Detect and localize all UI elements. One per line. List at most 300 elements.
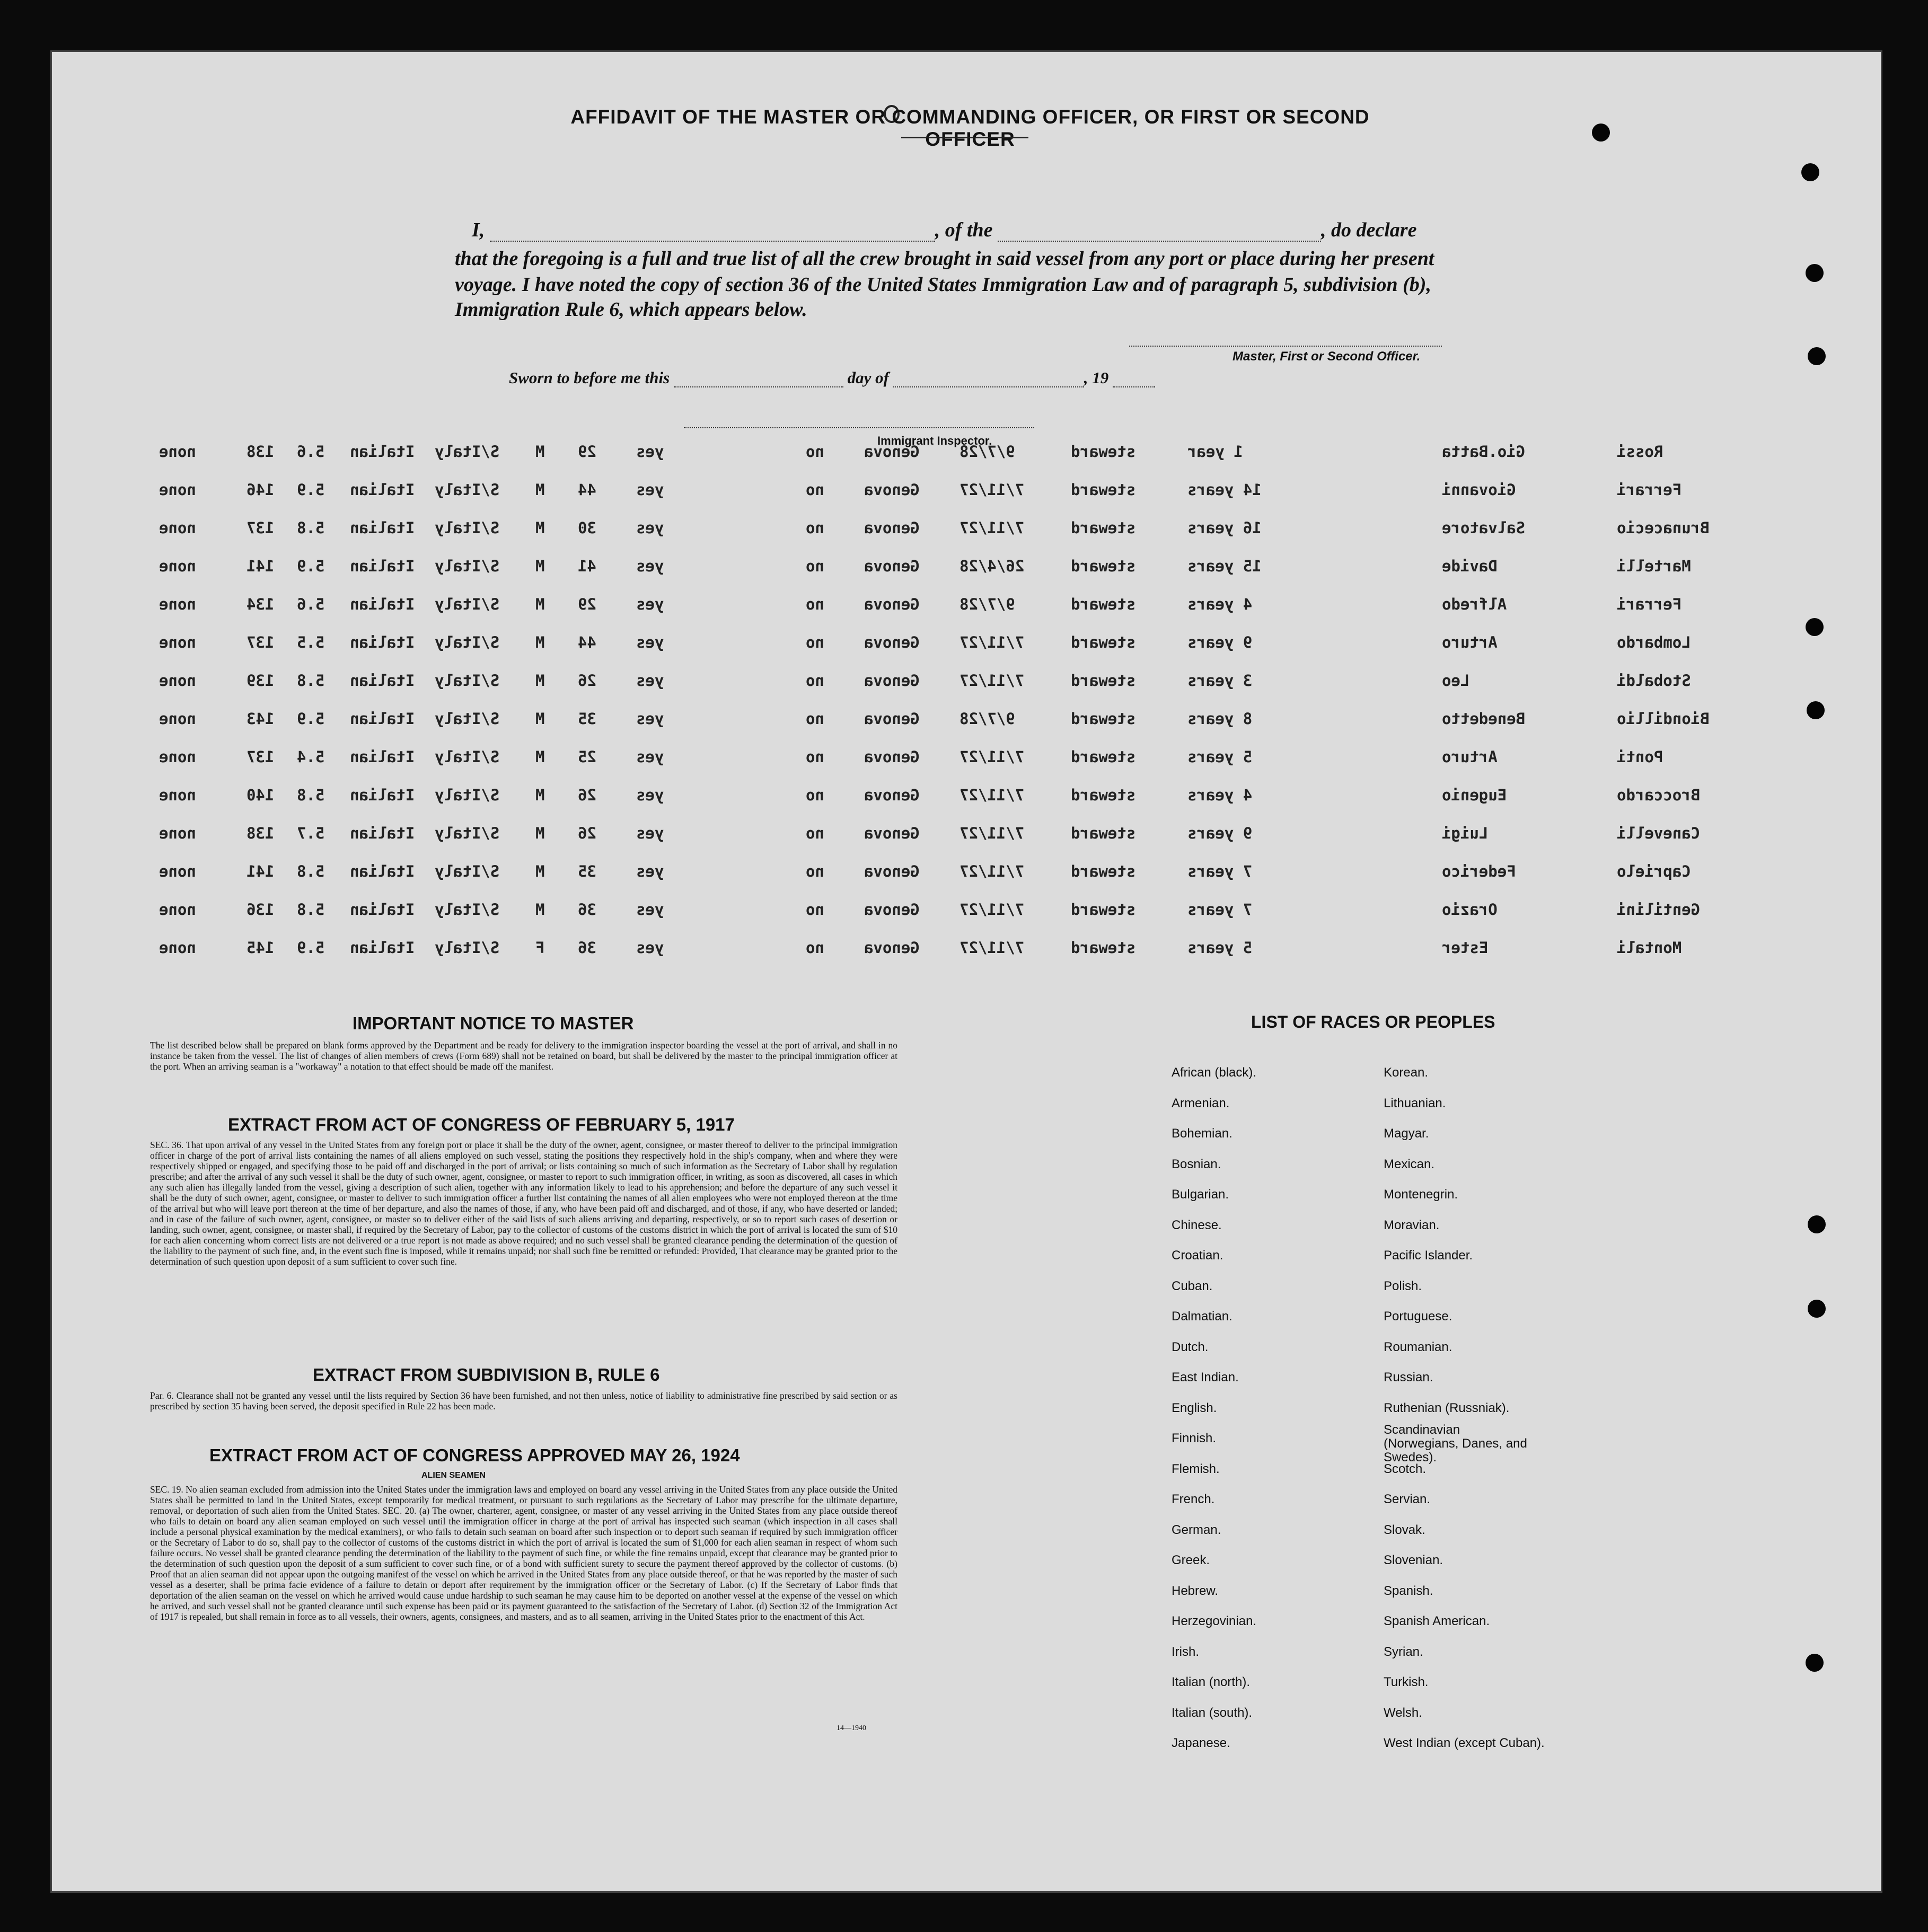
crew-cell-sex: M xyxy=(535,862,545,880)
crew-cell-age: 35 xyxy=(578,862,596,880)
crew-cell-sex: M xyxy=(535,824,545,842)
crew-cell-able: yes xyxy=(636,633,664,651)
crew-cell-sex: M xyxy=(535,595,545,613)
race-item: Bulgarian. xyxy=(1172,1187,1229,1202)
crew-cell-weight: 137 xyxy=(246,633,275,651)
declaration-line-2: that the foregoing is a full and true list of all the crew brought in said vessel from any port or place during her present xyxy=(455,248,1434,270)
crew-cell-marks: none xyxy=(159,710,196,728)
rule-6-heading: EXTRACT FROM SUBDIVISION B, RULE 6 xyxy=(313,1365,660,1384)
crew-cell-weight: 137 xyxy=(246,748,275,766)
race-item: Dalmatian. xyxy=(1172,1309,1232,1324)
crew-cell-nation: S/Italy xyxy=(435,786,500,804)
crew-cell-surname: Rossi xyxy=(1617,443,1663,461)
race-item: African (black). xyxy=(1172,1065,1257,1080)
crew-cell-place: Genova xyxy=(864,672,920,690)
crew-cell-nation: S/Italy xyxy=(435,519,500,537)
crew-cell-discharged: no xyxy=(806,481,824,499)
crew-cell-nation: S/Italy xyxy=(435,939,500,957)
crew-cell-shipped: 7/11/27 xyxy=(959,786,1025,804)
crew-row xyxy=(159,710,1710,731)
crew-cell-race: Italian xyxy=(350,748,415,766)
crew-cell-shipped: 7/11/27 xyxy=(959,748,1025,766)
crew-cell-race: Italian xyxy=(350,786,415,804)
crew-cell-able: yes xyxy=(636,443,664,461)
crew-row xyxy=(159,862,1707,884)
crew-cell-place: Genova xyxy=(864,901,920,919)
crew-cell-place: Genova xyxy=(864,443,920,461)
race-item: Bosnian. xyxy=(1172,1157,1221,1171)
crew-cell-service: 4 years xyxy=(1187,786,1253,804)
race-item: Pacific Islander. xyxy=(1384,1248,1473,1263)
sworn-day-of: day of xyxy=(847,368,889,387)
crew-cell-given: Davide xyxy=(1442,557,1498,575)
crew-cell-age: 41 xyxy=(578,557,596,575)
race-item: Magyar. xyxy=(1384,1126,1429,1141)
crew-cell-given: Eugenio xyxy=(1442,786,1507,804)
crew-cell-shipped: 7/11/27 xyxy=(959,481,1025,499)
crew-cell-weight: 140 xyxy=(246,786,275,804)
race-item: Mexican. xyxy=(1384,1157,1435,1171)
race-item: East Indian. xyxy=(1172,1370,1239,1384)
crew-cell-discharged: no xyxy=(806,824,824,842)
crew-cell-weight: 141 xyxy=(246,557,275,575)
crew-cell-given: Ester xyxy=(1442,939,1489,957)
race-item: Korean. xyxy=(1384,1065,1429,1080)
crew-cell-given: Luigi xyxy=(1442,824,1489,842)
crew-cell-able: yes xyxy=(636,862,664,880)
crew-cell-age: 29 xyxy=(578,595,596,613)
crew-cell-position: steward xyxy=(1071,862,1136,880)
race-item: Turkish. xyxy=(1384,1675,1429,1689)
crew-cell-place: Genova xyxy=(864,748,920,766)
race-item: Syrian. xyxy=(1384,1644,1423,1659)
crew-cell-place: Genova xyxy=(864,862,920,880)
crew-cell-marks: none xyxy=(159,443,196,461)
year-blank[interactable] xyxy=(1113,370,1155,387)
race-item: English. xyxy=(1172,1400,1217,1415)
crew-cell-given: Arturo xyxy=(1442,633,1498,651)
crew-cell-sex: M xyxy=(535,519,545,537)
crew-cell-height: 5.4 xyxy=(297,748,325,766)
crew-cell-position: steward xyxy=(1071,519,1136,537)
crew-cell-nation: S/Italy xyxy=(435,481,500,499)
crew-cell-weight: 134 xyxy=(246,595,275,613)
crew-cell-height: 5.7 xyxy=(297,824,325,842)
crew-cell-able: yes xyxy=(636,519,664,537)
crew-cell-shipped: 7/11/27 xyxy=(959,901,1025,919)
crew-cell-given: Salvatore xyxy=(1442,519,1526,537)
crew-cell-marks: none xyxy=(159,519,196,537)
crew-cell-nation: S/Italy xyxy=(435,748,500,766)
crew-cell-nation: S/Italy xyxy=(435,901,500,919)
crew-cell-service: 14 years xyxy=(1187,481,1262,499)
day-blank[interactable] xyxy=(674,370,843,387)
crew-cell-given: Orazio xyxy=(1442,901,1498,919)
race-item: Finnish. xyxy=(1172,1431,1217,1445)
race-item: Scotch. xyxy=(1384,1461,1427,1476)
crew-cell-service: 9 years xyxy=(1187,633,1253,651)
crew-cell-service: 15 years xyxy=(1187,557,1262,575)
crew-cell-age: 36 xyxy=(578,901,596,919)
crew-cell-position: steward xyxy=(1071,939,1136,957)
crew-cell-age: 26 xyxy=(578,786,596,804)
crew-cell-surname: Ferrari xyxy=(1617,595,1682,613)
race-item: Portuguese. xyxy=(1384,1309,1452,1324)
race-item: German. xyxy=(1172,1522,1221,1537)
crew-cell-height: 5.9 xyxy=(297,481,325,499)
crew-row xyxy=(159,939,1707,960)
crew-cell-race: Italian xyxy=(350,633,415,651)
crew-cell-able: yes xyxy=(636,824,664,842)
crew-cell-weight: 145 xyxy=(246,939,275,957)
crew-row xyxy=(159,519,1710,540)
crew-cell-race: Italian xyxy=(350,443,415,461)
affidavit-title: AFFIDAVIT OF THE MASTER OR COMMANDING OFFICER, OR FIRST OR SECOND OFFICER xyxy=(570,106,1370,150)
crew-cell-nation: S/Italy xyxy=(435,633,500,651)
crew-row xyxy=(159,443,1707,464)
crew-cell-position: steward xyxy=(1071,443,1136,461)
race-item: Irish. xyxy=(1172,1644,1200,1659)
crew-cell-age: 35 xyxy=(578,710,596,728)
race-item: Chinese. xyxy=(1172,1218,1222,1232)
race-item: Hebrew. xyxy=(1172,1583,1219,1598)
crew-cell-service: 16 years xyxy=(1187,519,1262,537)
crew-cell-place: Genova xyxy=(864,519,920,537)
crew-cell-discharged: no xyxy=(806,519,824,537)
crew-cell-weight: 138 xyxy=(246,443,275,461)
crew-cell-sex: M xyxy=(535,672,545,690)
signature-label: Master, First or Second Officer. xyxy=(1232,349,1421,364)
crew-cell-able: yes xyxy=(636,557,664,575)
binder-hole xyxy=(1592,123,1610,142)
crew-cell-place: Genova xyxy=(864,557,920,575)
vessel-blank[interactable] xyxy=(998,225,1321,242)
crew-cell-service: 7 years xyxy=(1187,862,1253,880)
crew-cell-service: 9 years xyxy=(1187,824,1253,842)
binder-hole xyxy=(1806,1654,1824,1672)
crew-cell-shipped: 7/11/27 xyxy=(959,862,1025,880)
declaration-i: I, xyxy=(472,219,485,241)
crew-cell-surname: Canevelli xyxy=(1617,824,1701,842)
binder-hole xyxy=(1808,1300,1826,1318)
sworn-year: , 19 xyxy=(1084,368,1109,387)
crew-row xyxy=(159,672,1707,693)
crew-cell-weight: 141 xyxy=(246,862,275,880)
race-item: Spanish. xyxy=(1384,1583,1433,1598)
sworn-line xyxy=(509,368,1155,387)
crew-cell-nation: S/Italy xyxy=(435,443,500,461)
declaration-line-4: Immigration Rule 6, which appears below. xyxy=(455,298,807,321)
race-item: Roumanian. xyxy=(1384,1339,1452,1354)
crew-cell-height: 5.8 xyxy=(297,901,325,919)
crew-cell-height: 5.6 xyxy=(297,595,325,613)
race-item: Bohemian. xyxy=(1172,1126,1232,1141)
crew-cell-discharged: no xyxy=(806,633,824,651)
crew-cell-weight: 146 xyxy=(246,481,275,499)
crew-cell-marks: none xyxy=(159,939,196,957)
declaration-line-1 xyxy=(472,218,1786,242)
crew-cell-shipped: 7/11/27 xyxy=(959,939,1025,957)
crew-cell-service: 5 years xyxy=(1187,939,1253,957)
crew-cell-given: Gio.Batta xyxy=(1442,443,1526,461)
crew-cell-surname: Biondillio xyxy=(1617,710,1710,728)
crew-cell-position: steward xyxy=(1071,901,1136,919)
crew-cell-race: Italian xyxy=(350,862,415,880)
crew-cell-race: Italian xyxy=(350,939,415,957)
race-item: West Indian (except Cuban). xyxy=(1384,1736,1545,1750)
race-item: Slovak. xyxy=(1384,1522,1425,1537)
crew-cell-nation: S/Italy xyxy=(435,557,500,575)
crew-cell-discharged: no xyxy=(806,443,824,461)
binder-hole xyxy=(1806,618,1824,636)
crew-row xyxy=(159,901,1707,922)
crew-cell-weight: 138 xyxy=(246,824,275,842)
rule-6-body: Par. 6. Clearance shall not be granted any vessel until the lists required by Section 36 have been furnished, and not then unless, notice of liability to administrative fine prescribed by said section or as prescribed by section 35 having been served, the deposit specified in Rule 22 has been made. xyxy=(150,1390,897,1411)
race-item: Lithuanian. xyxy=(1384,1096,1446,1110)
crew-cell-marks: none xyxy=(159,862,196,880)
crew-cell-race: Italian xyxy=(350,595,415,613)
crew-cell-position: steward xyxy=(1071,633,1136,651)
crew-cell-marks: none xyxy=(159,901,196,919)
crew-cell-position: steward xyxy=(1071,786,1136,804)
binder-hole xyxy=(1808,1215,1826,1233)
crew-cell-height: 5.9 xyxy=(297,710,325,728)
act-1917-body: SEC. 36. That upon arrival of any vessel in the United States from any foreign port or place it shall be the duty of the owner, agent, consignee, or master thereof to deliver to the principal immigration officer in charge of the port of arrival lists containing the names of all aliens employed on such vessel, stating the positions they respectively hold in the ship's company, when and where they were respectively shipped or engaged, and specifying those to be paid off and discharged in the port of arrival; or lists containing so much of such information as the Secretary of Labor shall by regulation prescribe; and after the arrival of any such vessel it shall be the duty of such owner, agent, consignee, or master to report to such immigration officer, in writing, as soon as discovered, all cases in which any such alien has illegally landed from the vessel, giving a description of such alien, together with any information likely to lead to his apprehension; and before the departure of any such vessel it shall be the duty of such owner, agent, consignee, or master to deliver to such immigration officer a further list containing the names of all alien employees who were not employed thereon at the time of the arrival but who will leave port thereon at the time of her departure, and also the names of those, if any, who have been paid off and discharged, and of those, if any, who have deserted or landed; and in case of the failure of such owner, agent, consignee, or master so to deliver either of the said lists of such aliens arriving and departing, respectively, or so to report such cases of desertion or landing, such owner, agent, consignee, or master shall, if required by the Secretary of Labor, pay to the collector of customs of the customs district in which the port of arrival is located the sum of $10 for each alien concerning whom correct lists are not delivered or a true report is not made as above required; and no such vessel shall be granted clearance pending the determination of the question of the liability to the payment of such fine, and, in the event such fine is imposed, while it remains unpaid; nor shall such fine be remitted or refunded: Provided, That clearance may be granted prior to the determination of such question upon deposit of a sum sufficient to cover such fine. xyxy=(150,1140,897,1267)
crew-cell-marks: none xyxy=(159,748,196,766)
crew-cell-age: 30 xyxy=(578,519,596,537)
act-1917-heading: EXTRACT FROM ACT OF CONGRESS OF FEBRUARY 5, 1917 xyxy=(228,1115,735,1134)
crew-cell-service: 7 years xyxy=(1187,901,1253,919)
crew-cell-place: Genova xyxy=(864,595,920,613)
crew-cell-shipped: 9/7/28 xyxy=(959,710,1015,728)
race-item: Spanish American. xyxy=(1384,1614,1490,1628)
crew-cell-position: steward xyxy=(1071,481,1136,499)
notice-heading: IMPORTANT NOTICE TO MASTER xyxy=(353,1013,634,1033)
crew-row xyxy=(159,595,1707,616)
crew-cell-sex: F xyxy=(535,939,545,957)
crew-cell-sex: M xyxy=(535,557,545,575)
crew-row xyxy=(159,824,1707,845)
sworn-text: Sworn to before me this xyxy=(509,368,670,387)
crew-cell-given: Benedetto xyxy=(1442,710,1526,728)
crew-cell-height: 5.9 xyxy=(297,557,325,575)
crew-cell-nation: S/Italy xyxy=(435,862,500,880)
crew-cell-surname: Lombardo xyxy=(1617,633,1691,651)
crew-cell-place: Genova xyxy=(864,710,920,728)
crew-cell-shipped: 7/11/27 xyxy=(959,824,1025,842)
crew-cell-marks: none xyxy=(159,481,196,499)
crew-cell-sex: M xyxy=(535,748,545,766)
form-number: 14—1940 xyxy=(837,1724,866,1732)
binder-hole xyxy=(1806,264,1824,282)
race-item: Italian (south). xyxy=(1172,1705,1253,1720)
month-blank[interactable] xyxy=(893,370,1084,387)
crew-cell-sex: M xyxy=(535,710,545,728)
declaration-of-the: , of the xyxy=(935,219,993,241)
crew-cell-age: 26 xyxy=(578,824,596,842)
races-heading: LIST OF RACES OR PEOPLES xyxy=(1251,1012,1495,1031)
crew-cell-able: yes xyxy=(636,748,664,766)
crew-cell-marks: none xyxy=(159,824,196,842)
crew-cell-shipped: 7/11/27 xyxy=(959,519,1025,537)
crew-cell-given: Federico xyxy=(1442,862,1516,880)
crew-cell-surname: Ferrari xyxy=(1617,481,1682,499)
crew-cell-marks: none xyxy=(159,672,196,690)
crew-cell-place: Genova xyxy=(864,824,920,842)
crew-cell-given: Giovanni xyxy=(1442,481,1516,499)
race-item: Dutch. xyxy=(1172,1339,1209,1354)
crew-cell-surname: Brunacecio xyxy=(1617,519,1710,537)
crew-cell-place: Genova xyxy=(864,939,920,957)
crew-cell-shipped: 9/7/28 xyxy=(959,595,1015,613)
crew-cell-shipped: 26/4/28 xyxy=(959,557,1025,575)
crew-cell-height: 5.6 xyxy=(297,443,325,461)
crew-cell-able: yes xyxy=(636,939,664,957)
crew-cell-discharged: no xyxy=(806,672,824,690)
crew-cell-weight: 137 xyxy=(246,519,275,537)
crew-row xyxy=(159,557,1707,578)
crew-cell-sex: M xyxy=(535,901,545,919)
race-item: Japanese. xyxy=(1172,1736,1230,1750)
crew-cell-age: 29 xyxy=(578,443,596,461)
crew-row xyxy=(159,748,1707,769)
crew-cell-shipped: 9/7/28 xyxy=(959,443,1015,461)
crew-cell-position: steward xyxy=(1071,557,1136,575)
crew-cell-discharged: no xyxy=(806,786,824,804)
crew-cell-height: 5.8 xyxy=(297,672,325,690)
crew-cell-marks: none xyxy=(159,557,196,575)
race-item: Cuban. xyxy=(1172,1278,1213,1293)
crew-cell-age: 44 xyxy=(578,633,596,651)
title-rule xyxy=(901,137,1028,138)
crew-cell-race: Italian xyxy=(350,519,415,537)
crew-cell-able: yes xyxy=(636,901,664,919)
crew-cell-surname: Martelli xyxy=(1617,557,1691,575)
crew-cell-service: 8 years xyxy=(1187,710,1253,728)
crew-cell-nation: S/Italy xyxy=(435,710,500,728)
crew-cell-sex: M xyxy=(535,481,545,499)
crew-cell-sex: M xyxy=(535,443,545,461)
crew-cell-able: yes xyxy=(636,595,664,613)
binder-hole xyxy=(1801,163,1819,181)
race-item: Croatian. xyxy=(1172,1248,1223,1263)
crew-cell-position: steward xyxy=(1071,710,1136,728)
notice-body: The list described below shall be prepared on blank forms approved by the Department and be ready for delivery to the immigration inspector boarding the vessel at the port of arrival, and shall in no instance be taken from the vessel. The list of changes of alien members of crews (Form 689) shall not be retained on board, but shall be delivered by the master to the principal immigration officer at the port. When an arriving seaman is a "workaway" a notation to that effect should be made off the manifest. xyxy=(150,1040,897,1072)
race-item: Flemish. xyxy=(1172,1461,1220,1476)
race-item: Servian. xyxy=(1384,1492,1431,1506)
race-item: Herzegovinian. xyxy=(1172,1614,1257,1628)
crew-cell-surname: Caprielo xyxy=(1617,862,1691,880)
crew-cell-marks: none xyxy=(159,595,196,613)
crew-cell-age: 25 xyxy=(578,748,596,766)
crew-cell-discharged: no xyxy=(806,557,824,575)
race-item: Welsh. xyxy=(1384,1705,1422,1720)
inspector-line[interactable] xyxy=(684,427,1034,428)
crew-cell-race: Italian xyxy=(350,901,415,919)
race-item: Moravian. xyxy=(1384,1218,1440,1232)
crew-cell-marks: none xyxy=(159,786,196,804)
crew-row xyxy=(159,481,1707,502)
crew-cell-able: yes xyxy=(636,710,664,728)
crew-cell-race: Italian xyxy=(350,824,415,842)
crew-cell-weight: 139 xyxy=(246,672,275,690)
crew-cell-able: yes xyxy=(636,672,664,690)
crew-cell-surname: Broccardo xyxy=(1617,786,1701,804)
crew-cell-service: 5 years xyxy=(1187,748,1253,766)
crew-cell-given: Leo xyxy=(1442,672,1470,690)
crew-cell-position: steward xyxy=(1071,824,1136,842)
crew-cell-able: yes xyxy=(636,786,664,804)
crew-cell-nation: S/Italy xyxy=(435,672,500,690)
crew-cell-discharged: no xyxy=(806,862,824,880)
crew-cell-shipped: 7/11/27 xyxy=(959,633,1025,651)
crew-cell-shipped: 7/11/27 xyxy=(959,672,1025,690)
crew-cell-surname: Stobaldi xyxy=(1617,672,1691,690)
crew-cell-discharged: no xyxy=(806,595,824,613)
crew-cell-race: Italian xyxy=(350,557,415,575)
crew-cell-service: 4 years xyxy=(1187,595,1253,613)
crew-cell-discharged: no xyxy=(806,939,824,957)
crew-cell-sex: M xyxy=(535,633,545,651)
crew-cell-race: Italian xyxy=(350,481,415,499)
crew-cell-height: 5.8 xyxy=(297,519,325,537)
race-item: Ruthenian (Russniak). xyxy=(1384,1400,1510,1415)
crew-cell-marks: none xyxy=(159,633,196,651)
crew-cell-weight: 136 xyxy=(246,901,275,919)
crew-cell-surname: Gentilini xyxy=(1617,901,1701,919)
race-item: French. xyxy=(1172,1492,1215,1506)
crew-cell-discharged: no xyxy=(806,901,824,919)
crew-cell-age: 36 xyxy=(578,939,596,957)
race-item: Scandinavian (Norwegians, Danes, and Swedes). xyxy=(1384,1423,1527,1465)
alien-seamen-subheading: ALIEN SEAMEN xyxy=(421,1471,486,1480)
crew-cell-service: 1 year xyxy=(1187,443,1243,461)
race-item: Polish. xyxy=(1384,1278,1422,1293)
act-1924-body: SEC. 19. No alien seaman excluded from admission into the United States under the immigration laws and employed on board any vessel arriving in the United States from any place outside the United States shall be permitted to land in the United States, except temporarily for medical treatment, or pursuant to such regulations as the Secretary of Labor may prescribe for the ultimate departure, removal, or deportation of such alien from the United States. SEC. 20. (a) The owner, charterer, agent, consignee, or master of any vessel arriving in the United States from any place outside thereof who fails to detain on board any alien seaman employed on such vessel until the immigration officer in charge at the port of arrival has inspected such seaman (which inspection in all cases shall include a personal physical examination by the medical examiners), or who fails to detain such seaman on board after such inspection or to deport such seaman if required by such immigration officer or the Secretary of Labor to do so, shall pay to the collector of customs of the customs district in which the port of arrival is located the sum of $1,000 for each alien seaman in respect of whom such failure occurs. No vessel shall be granted clearance pending the determination of the liability to the payment of such fine, or while the fine remains unpaid, except that clearance may be granted prior to the determination of such question upon the deposit of a sum sufficient to cover such fine, or of a bond with sufficient surety to secure the payment thereof approved by the collector of customs. (b) Proof that an alien seaman did not appear upon the outgoing manifest of the vessel on which he arrived in the United States from any place outside thereof, or that he was reported by the master of such vessel as a deserter, shall be prima facie evidence of a failure to detain or deport after requirement by the immigration officer or the Secretary of Labor. (c) If the Secretary of Labor finds that deportation of the alien seaman on the vessel on which he arrived would cause undue hardship to such seaman he may cause him to be deported on another vessel at the expense of the vessel on which he arrived, and such vessel shall not be granted clearance until such expense has been paid or its payment guaranteed to the satisfaction of the Secretary of Labor. (d) Section 32 of the Immigration Act of 1917 is repealed, but shall remain in force as to all vessels, their owners, agents, consignees, and masters, and as to all seamen, arriving in the United States prior to the enactment of this Act. xyxy=(150,1484,897,1622)
race-item: Greek. xyxy=(1172,1553,1210,1567)
crew-cell-place: Genova xyxy=(864,481,920,499)
crew-cell-weight: 143 xyxy=(246,710,275,728)
crew-cell-surname: Montali xyxy=(1617,939,1682,957)
race-item: Russian. xyxy=(1384,1370,1433,1384)
crew-cell-age: 44 xyxy=(578,481,596,499)
crew-cell-height: 5.5 xyxy=(297,633,325,651)
signature-line[interactable] xyxy=(1129,346,1442,347)
race-item: Montenegrin. xyxy=(1384,1187,1458,1202)
crew-cell-surname: Ponti xyxy=(1617,748,1663,766)
crew-cell-place: Genova xyxy=(864,633,920,651)
crew-row xyxy=(159,633,1707,655)
crew-cell-discharged: no xyxy=(806,710,824,728)
crew-cell-given: Alfredo xyxy=(1442,595,1507,613)
crew-cell-discharged: no xyxy=(806,748,824,766)
crew-cell-able: yes xyxy=(636,481,664,499)
crew-cell-position: steward xyxy=(1071,748,1136,766)
crew-cell-race: Italian xyxy=(350,710,415,728)
crew-cell-height: 5.9 xyxy=(297,939,325,957)
crew-cell-height: 5.8 xyxy=(297,862,325,880)
crew-cell-sex: M xyxy=(535,786,545,804)
crew-cell-position: steward xyxy=(1071,595,1136,613)
act-1924-heading: EXTRACT FROM ACT OF CONGRESS APPROVED MAY 26, 1924 xyxy=(209,1445,740,1465)
crew-cell-place: Genova xyxy=(864,786,920,804)
name-blank[interactable] xyxy=(490,225,935,242)
crew-cell-position: steward xyxy=(1071,672,1136,690)
race-item: Slovenian. xyxy=(1384,1553,1443,1567)
crew-cell-given: Arturo xyxy=(1442,748,1498,766)
binder-hole xyxy=(1808,347,1826,365)
crew-cell-height: 5.8 xyxy=(297,786,325,804)
